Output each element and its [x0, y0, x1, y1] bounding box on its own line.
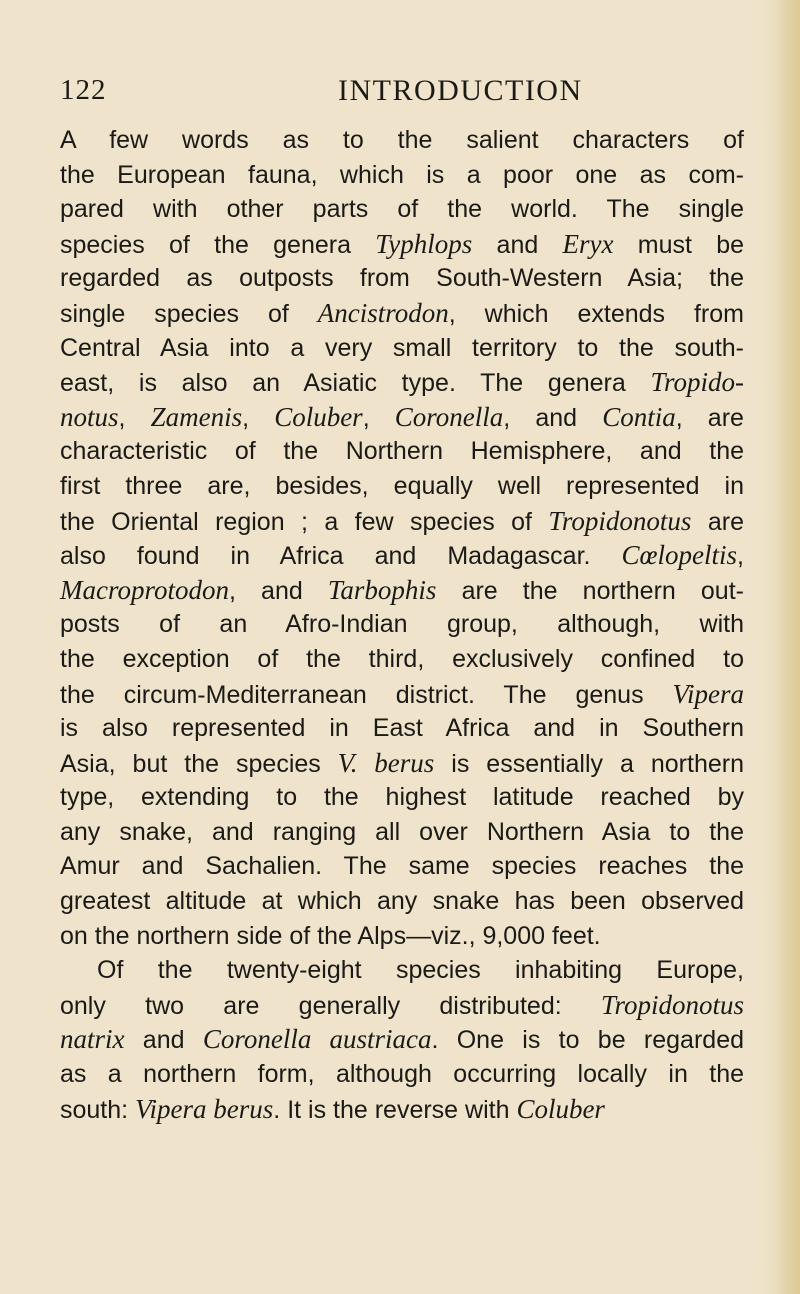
text-run: are the northern out-	[436, 576, 744, 605]
text-run: , which extends from	[448, 299, 744, 328]
italic-taxon: Coluber	[274, 401, 363, 432]
page-edge-stain	[776, 0, 800, 1294]
text-line	[60, 1092, 744, 1127]
text-run: east, is also an Asiatic type. The genera	[60, 369, 651, 398]
text-line	[60, 504, 744, 539]
text-run: ,	[242, 403, 275, 432]
text-run: and	[124, 1026, 203, 1055]
text-run: species of the genera	[60, 230, 376, 259]
text-run: regarded as outposts from South-Western Asia; the	[60, 264, 744, 293]
text-run: greatest altitude at which any snake has been observed	[60, 887, 744, 916]
text-line	[60, 261, 744, 296]
text-run: , and	[229, 576, 328, 605]
text-run: as a northern form, although occurring locally in the	[60, 1060, 744, 1089]
text-run: ,	[737, 542, 744, 571]
text-run: , are	[675, 403, 744, 432]
text-run: are	[691, 507, 744, 536]
italic-taxon: Vipera	[672, 678, 744, 709]
text-line	[60, 815, 744, 850]
text-run: must be	[613, 230, 745, 259]
text-run: Of the twenty-eight species inhabiting Europe,	[97, 956, 744, 985]
text-run: pared with other parts of the world. The single	[60, 195, 744, 224]
text-run: ,	[362, 403, 395, 432]
text-line	[60, 711, 744, 746]
text-run: first three are, besides, equally well represented in	[60, 471, 744, 500]
text-line	[60, 227, 744, 262]
text-line	[60, 365, 744, 400]
text-line	[60, 953, 744, 988]
text-run: also found in Africa and Madagascar.	[60, 542, 622, 571]
italic-taxon: Coronella austriaca	[202, 1024, 432, 1055]
italic-taxon: V. berus	[337, 747, 435, 778]
text-run: the circum-Mediterranean district. The genus	[60, 680, 673, 709]
text-line	[60, 780, 744, 815]
italic-taxon: Tropidonotus	[548, 505, 692, 536]
text-line	[60, 988, 744, 1023]
text-line	[60, 849, 744, 884]
text-run: the Oriental region ; a few species of	[60, 507, 549, 536]
text-line	[60, 158, 744, 193]
italic-taxon: Cœlopeltis	[621, 540, 738, 571]
italic-taxon: Vipera berus	[135, 1093, 274, 1124]
text-line	[60, 884, 744, 919]
text-line	[60, 607, 744, 642]
italic-taxon: Tropido-	[650, 367, 744, 398]
text-run: single species of	[60, 299, 318, 328]
italic-taxon: Eryx	[562, 228, 614, 259]
italic-taxon: Coronella	[394, 401, 504, 432]
text-run: ,	[118, 403, 151, 432]
italic-taxon: Coluber	[516, 1093, 605, 1124]
text-line	[60, 400, 744, 435]
text-run: on the northern side of the Alps—viz., 9,000 feet.	[60, 921, 601, 950]
italic-taxon: Typhlops	[375, 228, 473, 259]
text-run: , and	[503, 403, 603, 432]
running-head	[60, 74, 750, 114]
text-run: the European fauna, which is a poor one as com-	[60, 160, 744, 189]
text-run: is essentially a northern	[434, 749, 744, 778]
italic-taxon: natrix	[60, 1024, 125, 1055]
text-line	[60, 919, 744, 954]
page-number: 122	[60, 74, 107, 106]
text-line	[60, 434, 744, 469]
text-run: . One is to be regarded	[431, 1026, 744, 1055]
text-run: the exception of the third, exclusively confined to	[60, 644, 744, 673]
text-line	[60, 573, 744, 608]
text-run: only two are generally distributed:	[60, 991, 601, 1020]
italic-taxon: Tropidonotus	[600, 989, 744, 1020]
text-line	[60, 746, 744, 781]
text-line	[60, 677, 744, 712]
text-run: type, extending to the highest latitude reached by	[60, 783, 744, 812]
text-line	[60, 296, 744, 331]
italic-taxon: Zamenis	[150, 401, 243, 432]
text-line	[60, 642, 744, 677]
text-line	[60, 331, 744, 366]
text-line	[60, 123, 744, 158]
text-run: Amur and Sachalien. The same species reaches the	[60, 852, 744, 881]
text-run: characteristic of the Northern Hemisphere, and the	[60, 437, 744, 466]
italic-taxon: Contia	[602, 401, 676, 432]
italic-taxon: Macroprotodon	[60, 574, 229, 605]
text-run: A few words as to the salient characters of	[60, 126, 744, 154]
italic-taxon: notus	[60, 401, 119, 432]
text-run: Central Asia into a very small territory to the south-	[60, 333, 744, 362]
text-run: posts of an Afro-Indian group, although, with	[60, 610, 744, 639]
text-run: and	[472, 230, 563, 259]
italic-taxon: Ancistrodon	[317, 297, 449, 328]
text-run: south:	[60, 1095, 136, 1124]
text-run: . It is the reverse with	[273, 1095, 517, 1124]
running-title: INTRODUCTION	[338, 74, 583, 107]
text-line	[60, 192, 744, 227]
text-run: Asia, but the species	[60, 749, 338, 778]
text-line	[60, 469, 744, 504]
text-run: is also represented in East Africa and in Southern	[60, 714, 744, 743]
body-text	[60, 123, 744, 1126]
text-line	[60, 1057, 744, 1092]
italic-taxon: Tarbophis	[327, 574, 437, 605]
text-line	[60, 538, 744, 573]
text-line	[60, 1022, 744, 1057]
text-run: any snake, and ranging all over Northern Asia to the	[60, 817, 744, 846]
